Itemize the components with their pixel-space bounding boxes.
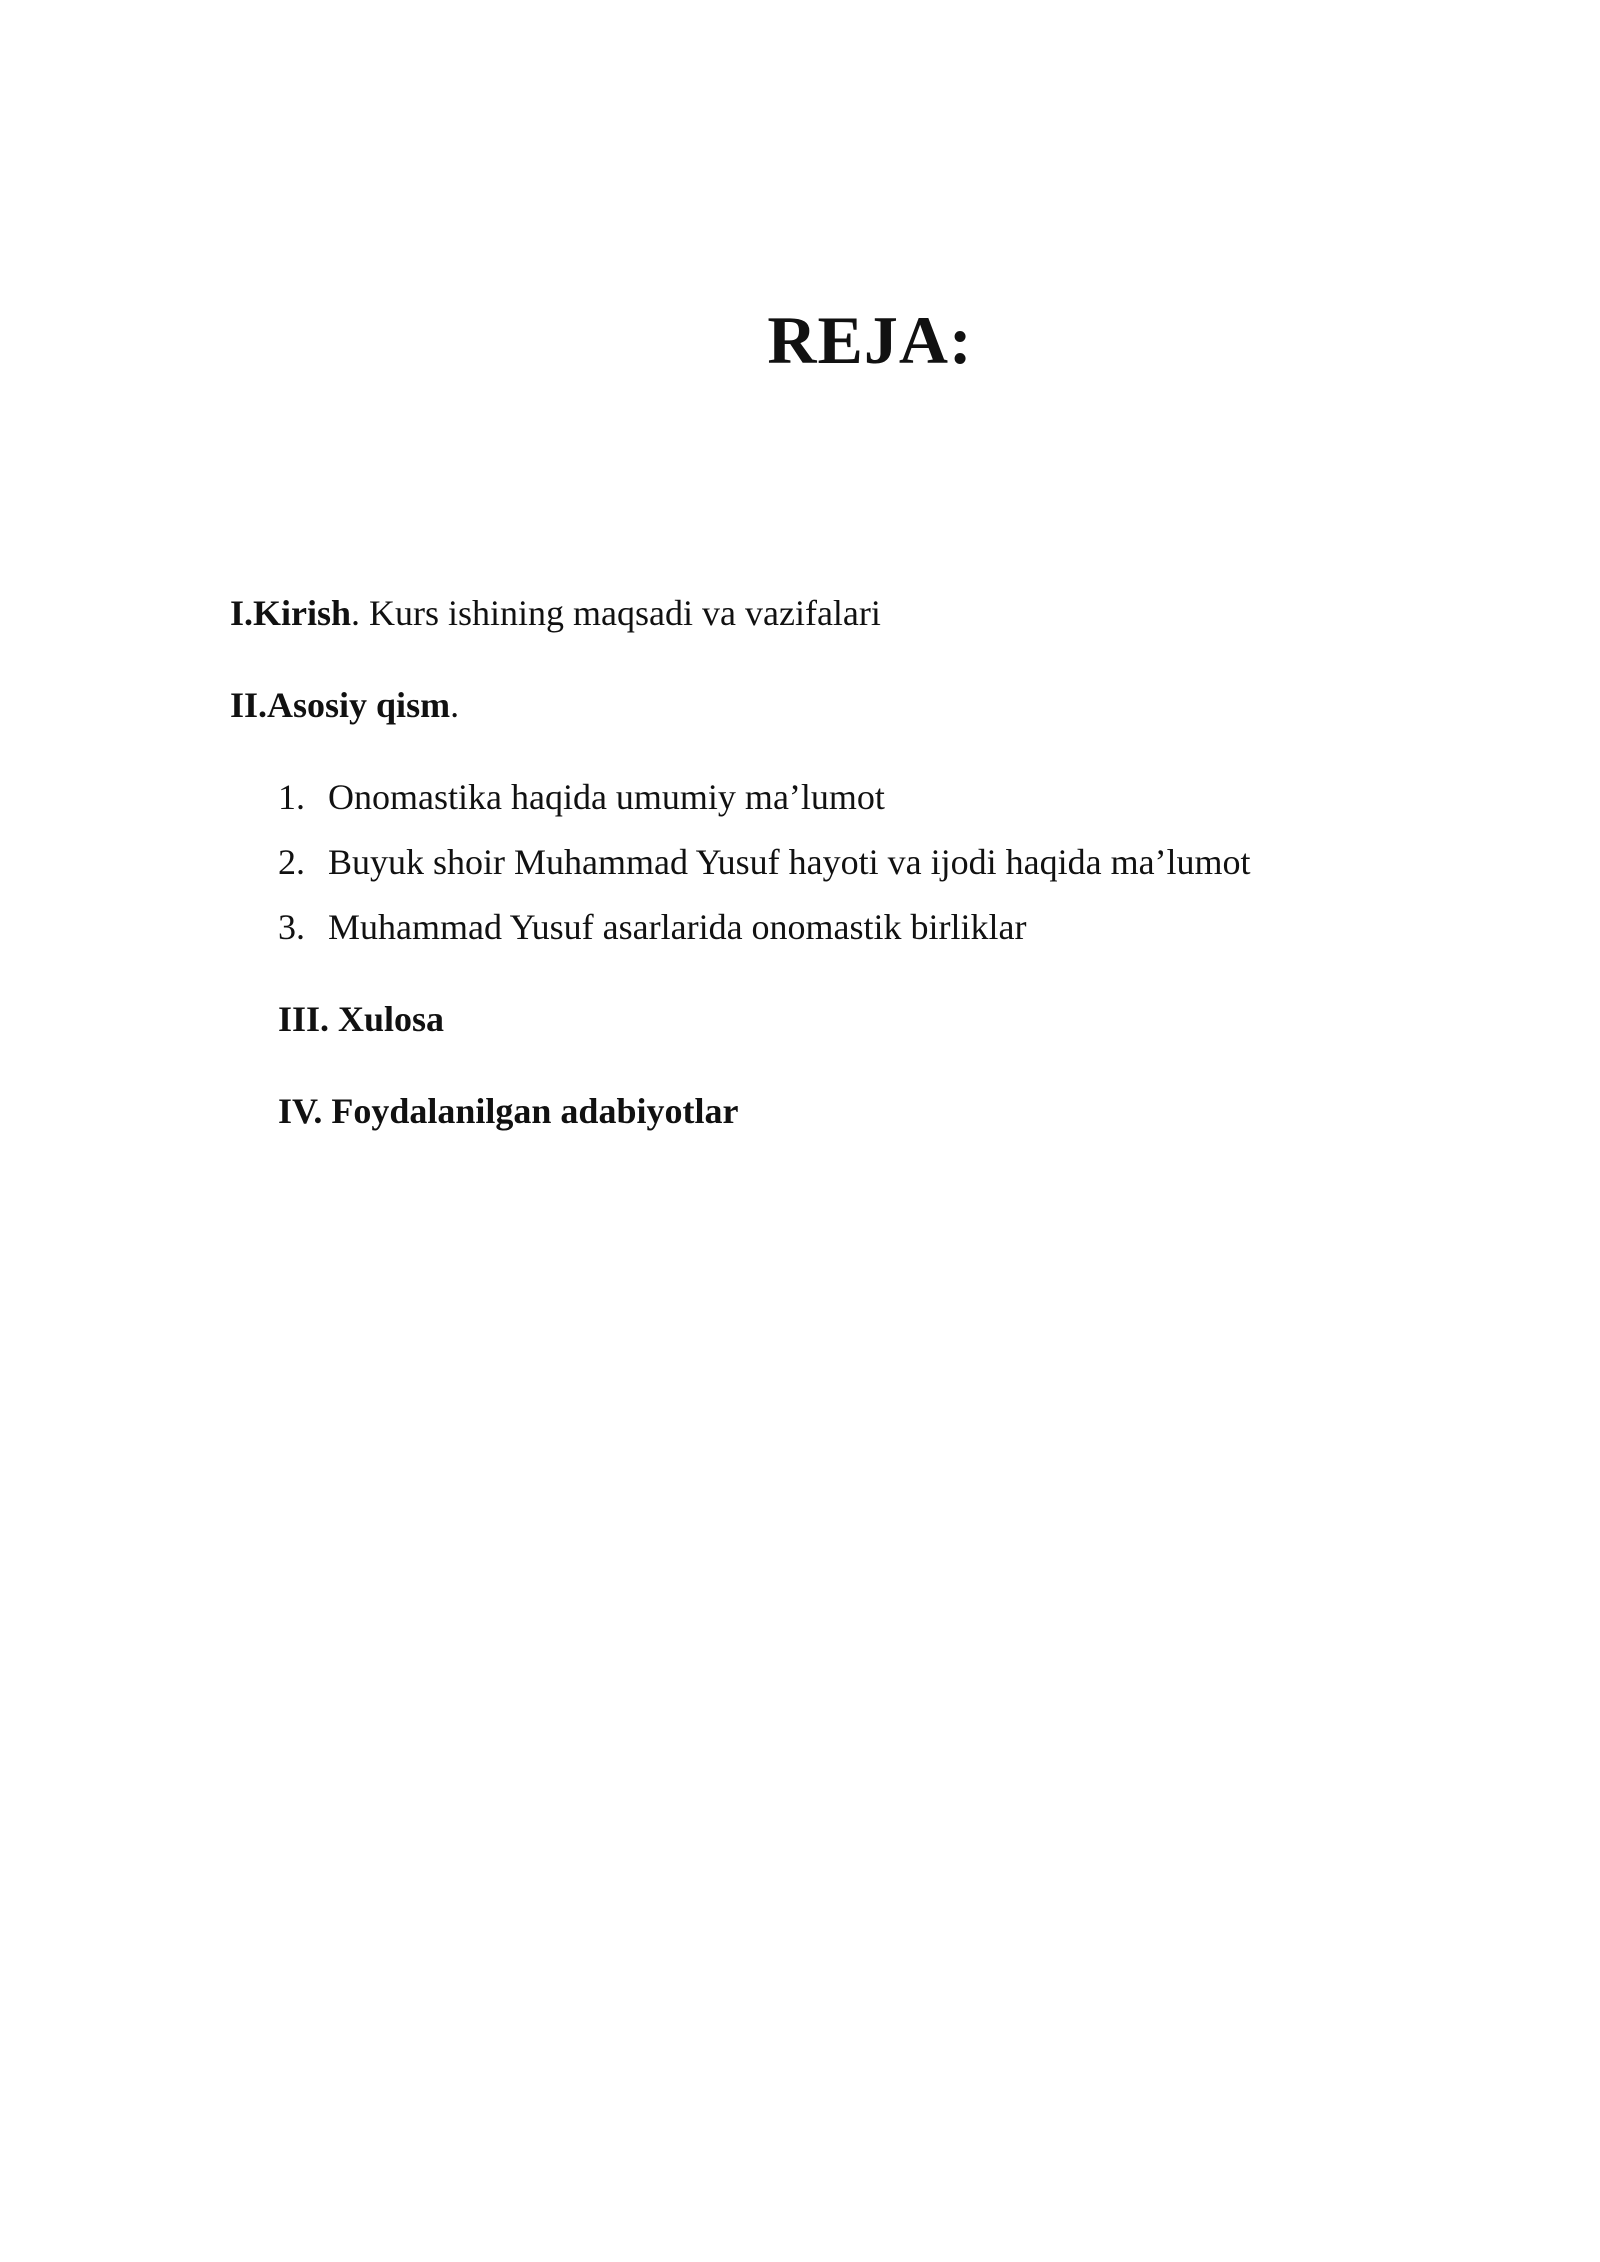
list-item (278, 904, 1027, 950)
section-main-punct: . (450, 685, 460, 725)
section-references: IV. Foydalanilgan adabiyotlar (278, 1091, 739, 1131)
section-main-label: II.Asosiy qism (230, 685, 451, 725)
list-item-number: 1. (278, 777, 305, 817)
page-title: REJA: (767, 302, 973, 378)
list-item (278, 839, 1251, 885)
section-intro-punct: . (351, 593, 361, 633)
list-item-text: Buyuk shoir Muhammad Yusuf hayoti va ijodi haqida ma’lumot (328, 842, 1251, 882)
section-intro (230, 590, 881, 636)
list-item-text: Muhammad Yusuf asarlarida onomastik birliklar (328, 907, 1027, 947)
section-main (230, 682, 459, 728)
section-intro-label: I.Kirish (230, 593, 352, 633)
section-conclusion: III. Xulosa (278, 999, 445, 1039)
list-item-number: 3. (278, 907, 305, 947)
list-item-number: 2. (278, 842, 305, 882)
list-item (278, 774, 885, 820)
list-item-text: Onomastika haqida umumiy ma’lumot (328, 777, 885, 817)
section-intro-text: Kurs ishining maqsadi va vazifalari (360, 593, 881, 633)
